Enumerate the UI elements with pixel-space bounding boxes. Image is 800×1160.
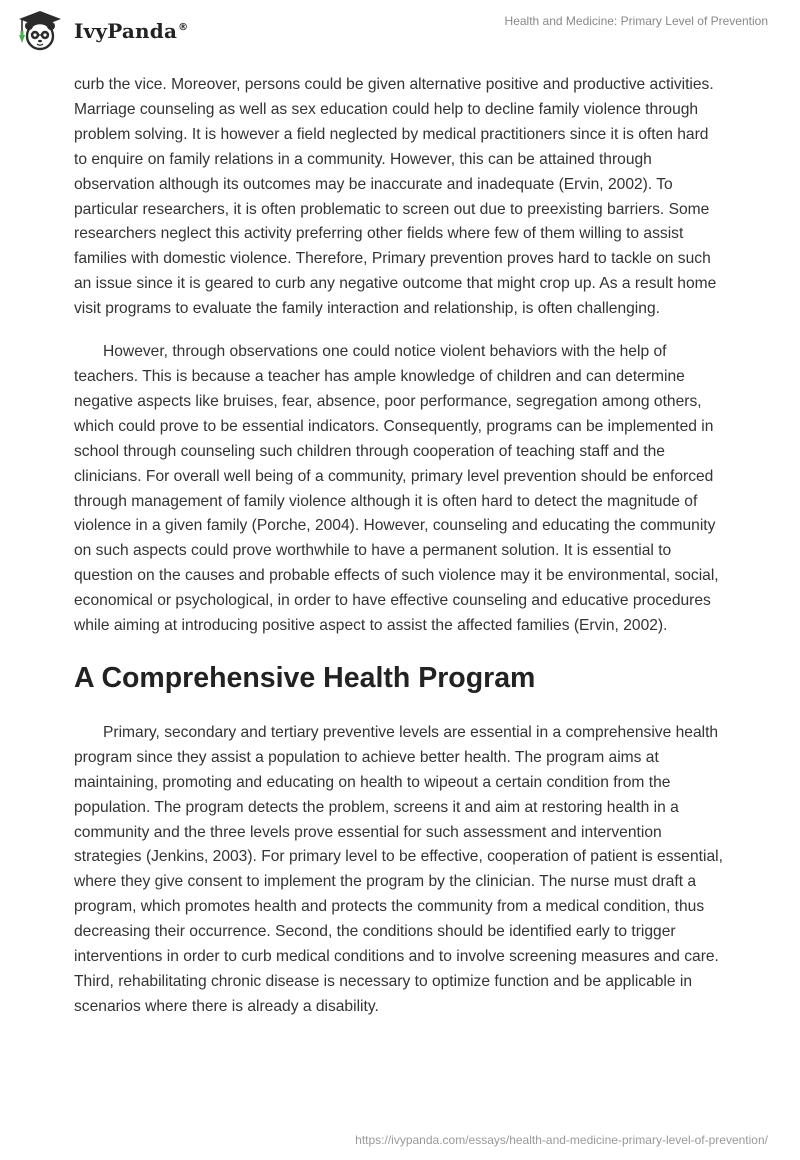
paragraph-1: curb the vice. Moreover, persons could be given alternative positive and productive activities. Marriage counseling as well as sex education could help to decline family violence through problem solving. It is however a field neglected by medical practitioners since it is often hard to enquire on family relations in a community. However, this can be attained through observation although its outcomes may be inaccurate and inadequate (Ervin, 2002). To particular researchers, it is often problematic to screen out due to preexisting barriers. Some researchers neglect this activity preferring other fields where few of them willing to assist families with domestic violence. Therefore, Primary prevention proves hard to tackle on such an issue since it is geared to curb any negative outcome that might crop up. As a result home visit programs to evaluate the family interaction and relationship, is often challenging. bbox=[74, 76, 717, 318]
section-heading: A Comprehensive Health Program bbox=[74, 661, 536, 694]
paragraph-3: Primary, secondary and tertiary preventive levels are essential in a comprehensive health program since they assist a population to achieve better health. The program aims at maintaining, promoting and educating on health to wipeout a certain condition from the population. The program detects the problem, screens it and aim at restoring health in a community and the three levels prove essential for such assessment and intervention strategies (Jenkins, 2003). For primary level to be effective, cooperation of patient is essential, where they give consent to implement the program by the clinician. The nurse must draft a program, which promotes health and protects the community from a medical condition, thus decreasing their occurrence. Second, the conditions should be identified early to trigger interventions in order to curb medical conditions and to involve screening measures and care. Third, rehabilitating chronic disease is necessary to optimize function and be applicable in scenarios where there is already a disability. bbox=[74, 723, 723, 1015]
registered-mark: ® bbox=[178, 22, 189, 34]
source-url[interactable]: https://ivypanda.com/essays/health-and-medicine-primary-level-of-prevention/ bbox=[355, 1133, 768, 1147]
brand-logo[interactable] bbox=[14, 10, 188, 52]
page-header bbox=[0, 0, 800, 70]
header-document-title: Health and Medicine: Primary Level of Prevention bbox=[504, 14, 768, 28]
brand-name-text: IvyPanda bbox=[74, 19, 178, 43]
panda-graduate-icon bbox=[14, 9, 66, 53]
paragraph-2: However, through observations one could notice violent behaviors with the help of teachers. This is because a teacher has ample knowledge of children and can determine negative aspects like bruises, fear, absence, poor performance, segregation among others, which could prove to be essential indicators. Consequently, programs can be implemented in school through counseling such children through cooperation of teaching staff and the clinicians. For overall well being of a community, primary level prevention should be enforced through management of family violence although it is often hard to detect the magnitude of violence in a given family (Porche, 2004). However, counseling and educating the community on such aspects could prove worthwhile to have a permanent solution. It is essential to question on the causes and probable effects of such violence may it be environmental, social, economical or psychological, in order to have effective counseling and educative procedures while aiming at introducing positive aspect to assist the affected families (Ervin, 2002). bbox=[74, 343, 719, 635]
brand-name bbox=[74, 19, 188, 43]
essay-body bbox=[74, 73, 724, 1038]
